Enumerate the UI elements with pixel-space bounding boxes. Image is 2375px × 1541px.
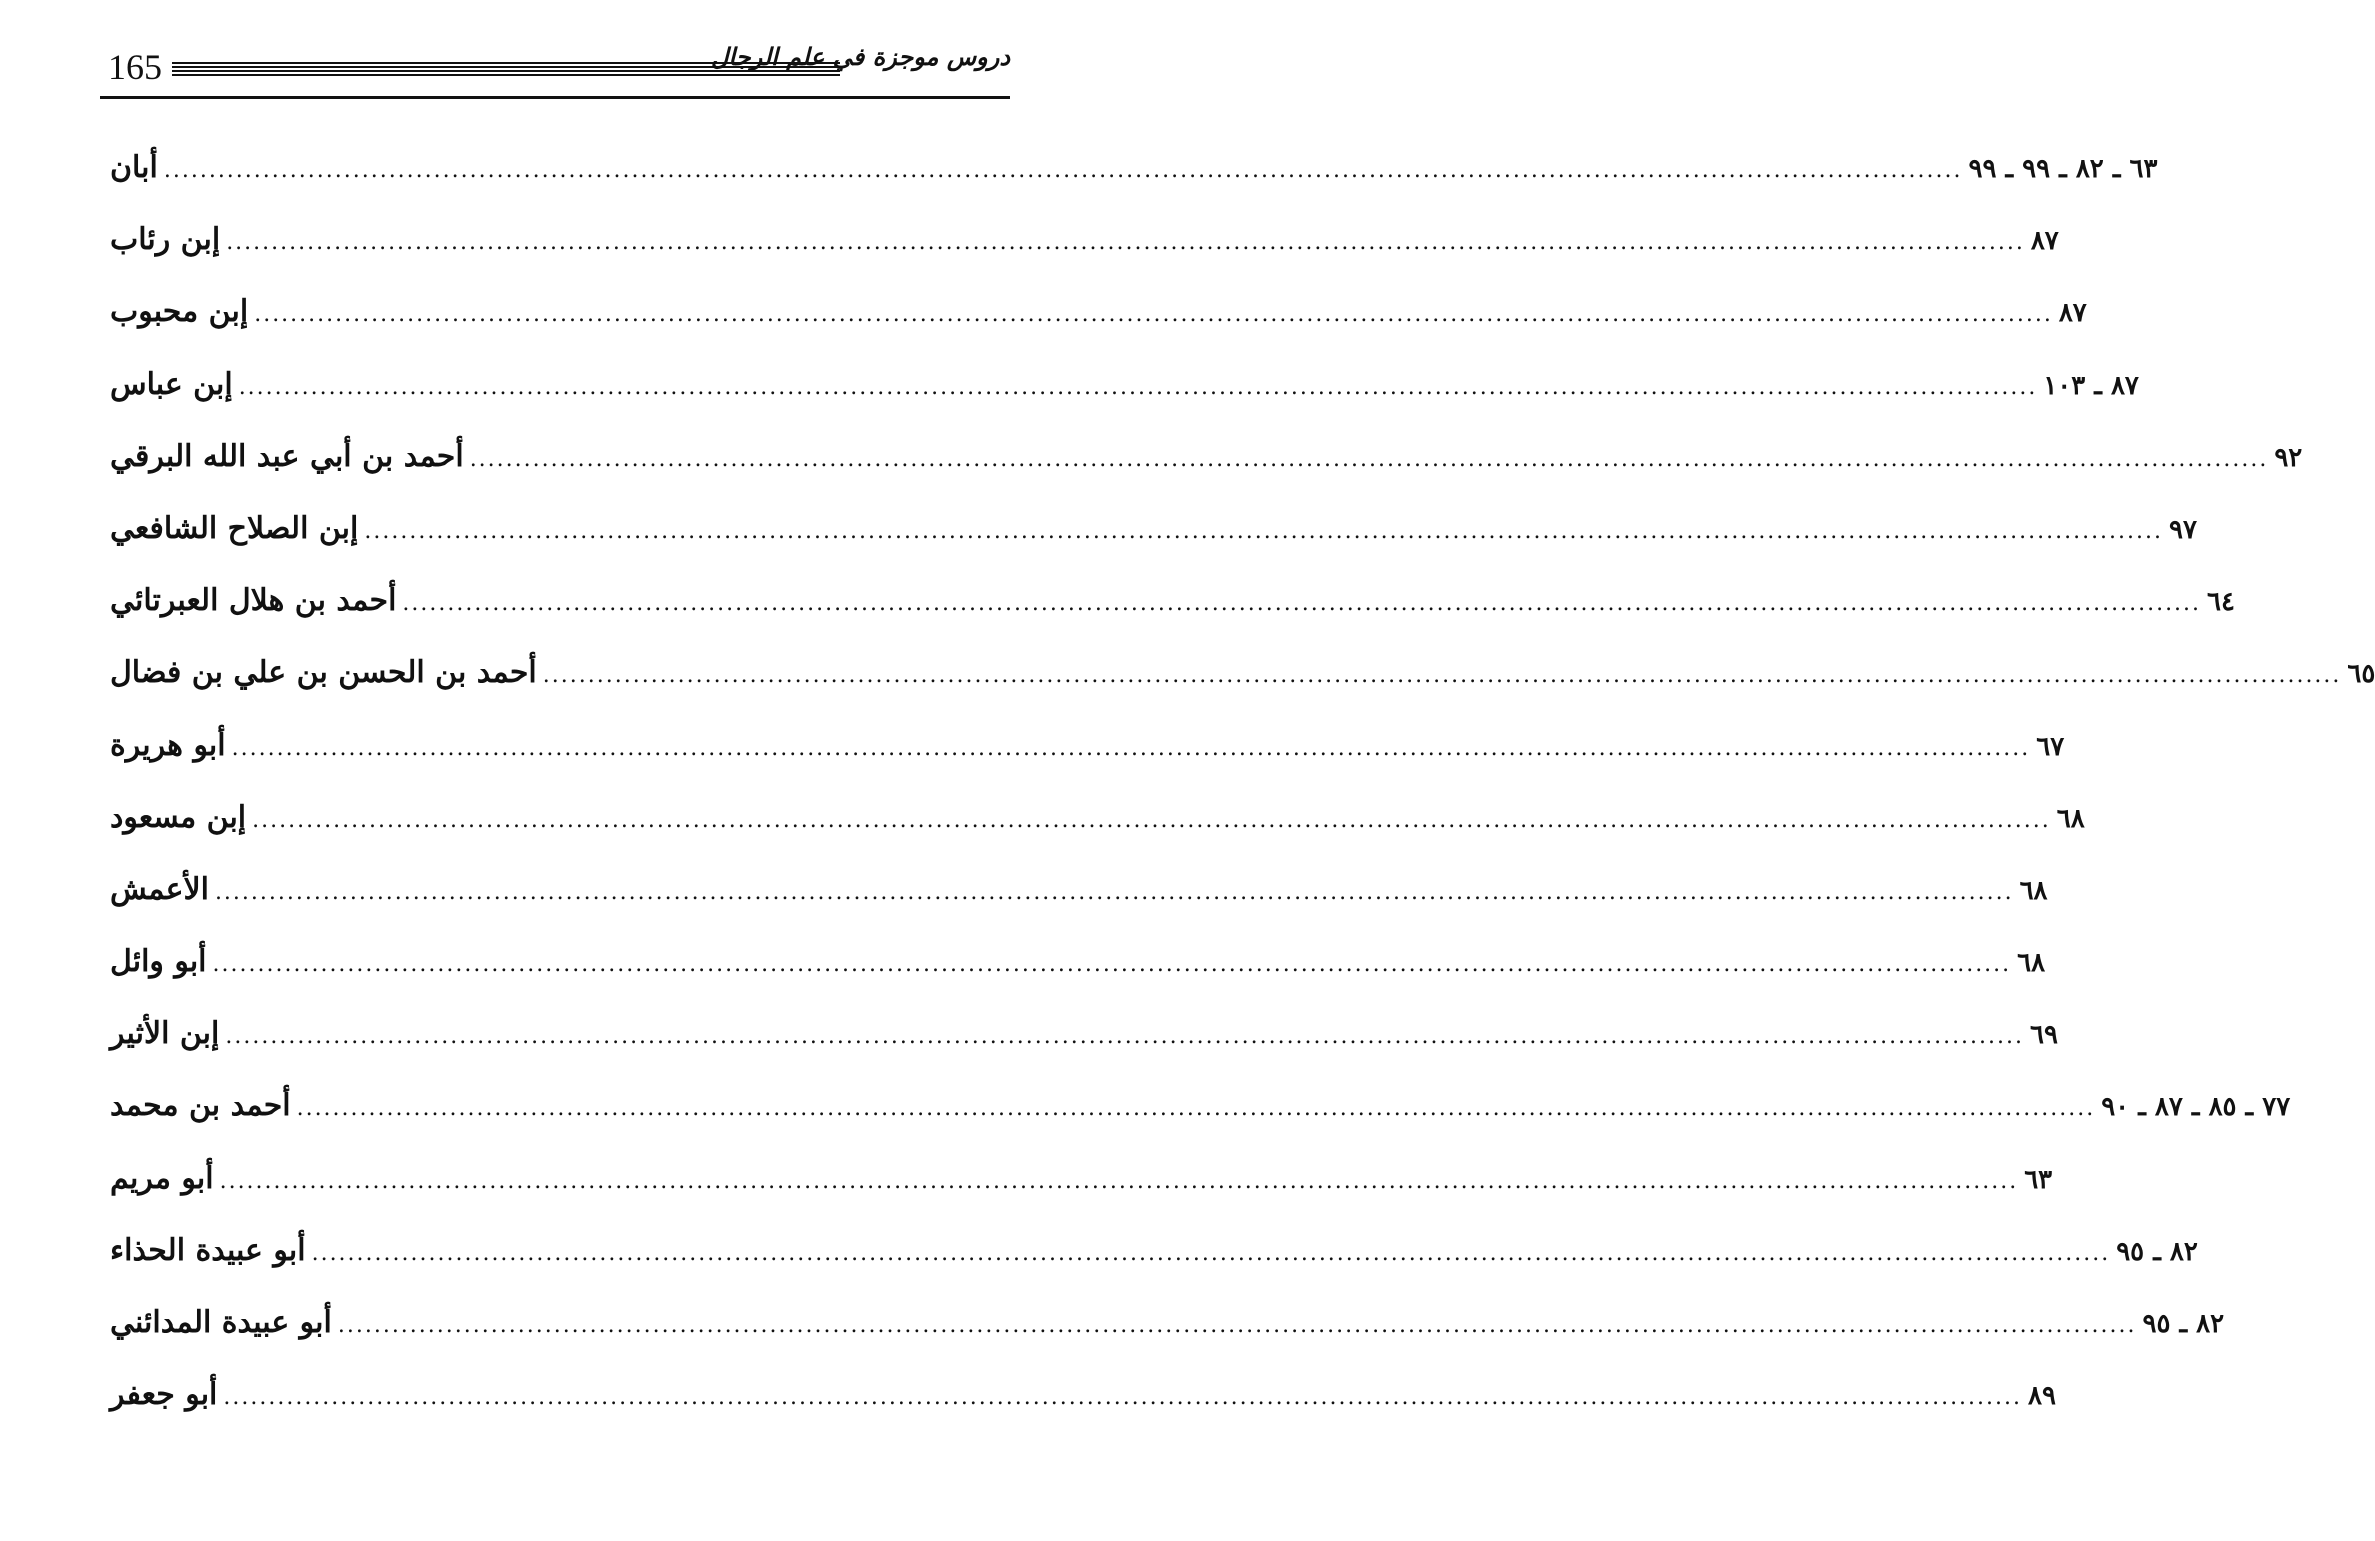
dot-leader: ........................................................................................................................................................................................................: [402, 591, 2202, 617]
index-entry: [110, 1088, 2291, 1160]
entry-pages: ٧٧ ـ ٨٥ ـ ٨٧ ـ ٩٠: [2101, 1092, 2291, 1123]
entry-pages: ٦٤: [2207, 587, 2235, 618]
index-entry: [110, 799, 2085, 872]
page-header: [100, 40, 1010, 100]
entry-pages: ٨٧ ـ ١٠٣: [2043, 370, 2139, 401]
dot-leader: ........................................................................................................................................................................................................: [219, 1168, 2019, 1194]
dot-leader: ........................................................................................................................................................................................................: [252, 807, 2051, 833]
dot-leader: ........................................................................................................................................................................................................: [311, 1240, 2111, 1266]
index-entry: [110, 871, 2048, 944]
entry-name: إبن محبوب: [110, 294, 249, 330]
dot-leader: ........................................................................................................................................................................................................: [238, 374, 2038, 400]
entry-name: الأعمش: [110, 871, 209, 907]
dot-leader: ........................................................................................................................................................................................................: [226, 230, 2025, 256]
index-entry: [110, 727, 2065, 800]
index-entry: [110, 1232, 2198, 1305]
entry-name: أبان: [110, 150, 158, 185]
entry-name: أبو هريرة: [110, 727, 226, 763]
entry-pages: ٦٧: [2036, 731, 2065, 762]
entry-name: أحمد بن محمد: [110, 1088, 291, 1124]
index-entry: [110, 438, 2303, 511]
dot-leader: ........................................................................................................................................................................................................: [214, 879, 2014, 905]
entry-name: أبو عبيدة الحذاء: [110, 1232, 306, 1268]
entry-pages: ٦٨: [2019, 875, 2048, 906]
index-entry: [110, 1016, 2058, 1088]
index-entry: [110, 366, 2139, 439]
entry-name: أبو جعفر: [110, 1377, 218, 1413]
dot-leader: ........................................................................................................................................................................................................: [542, 663, 2342, 689]
entry-name: أحمد بن هلال العبرتائي: [110, 583, 397, 619]
index-entry: [110, 222, 2059, 294]
index-entry: [110, 1305, 2225, 1377]
dot-leader: ........................................................................................................................................................................................................: [225, 1024, 2025, 1050]
entry-pages: ٩٢: [2274, 442, 2303, 473]
entry-pages: ٦٥: [2347, 659, 2375, 690]
entry-name: إبن رئاب: [110, 222, 221, 258]
entry-pages: ٨٢ ـ ٩٥: [2142, 1309, 2225, 1339]
entry-name: إبن الصلاح الشافعي: [110, 510, 359, 546]
entry-name: أحمد بن أبي عبد الله البرقي: [110, 438, 464, 474]
entry-name: أحمد بن الحسن بن علي بن فضال: [110, 655, 537, 691]
entry-name: أبو عبيدة المدائني: [110, 1305, 332, 1340]
entry-pages: ٦٨: [2056, 803, 2085, 834]
dot-leader: ........................................................................................................................................................................................................: [163, 158, 1963, 183]
entry-name: إبن عباس: [110, 366, 233, 402]
entry-pages: ٩٧: [2169, 514, 2197, 545]
header-rule: [100, 96, 1010, 99]
index-entry: [110, 294, 2087, 366]
dot-leader: ........................................................................................................................................................................................................: [337, 1313, 2137, 1338]
entry-name: أبو مريم: [110, 1160, 214, 1196]
entry-pages: ٦٨: [2017, 948, 2046, 979]
entry-pages: ٦٣ ـ ٨٢ ـ ٩٩ ـ ٩٩: [1968, 154, 2158, 184]
index-entry: [110, 583, 2235, 655]
index-entry: [110, 1377, 2056, 1449]
dot-leader: ........................................................................................................................................................................................................: [296, 1096, 2096, 1122]
entry-name: إبن مسعود: [110, 799, 247, 835]
entry-name: أبو وائل: [110, 944, 207, 980]
index-entry: [110, 944, 2046, 1016]
dot-leader: ........................................................................................................................................................................................................: [364, 518, 2164, 544]
entry-pages: ٦٩: [2030, 1020, 2058, 1051]
entry-pages: ٨٩: [2028, 1381, 2056, 1412]
dot-leader: ........................................................................................................................................................................................................: [212, 952, 2012, 978]
page-number: 165: [108, 47, 162, 87]
index-entry: [110, 1160, 2053, 1233]
index-entry: [110, 510, 2197, 583]
entry-pages: ٨٧: [2030, 226, 2059, 257]
dot-leader: ........................................................................................................................................................................................................: [254, 302, 2053, 328]
running-title: دروس موجزة في علم الرجال: [710, 42, 1010, 71]
entry-pages: ٦٣: [2024, 1164, 2053, 1195]
entry-name: إبن الأثير: [110, 1016, 220, 1052]
index-entry: [110, 655, 2375, 727]
dot-leader: ........................................................................................................................................................................................................: [469, 446, 2269, 472]
index-entry: [110, 150, 2158, 222]
index-list: [110, 150, 2375, 1449]
dot-leader: ........................................................................................................................................................................................................: [231, 735, 2031, 761]
entry-pages: ٨٧: [2058, 298, 2087, 329]
entry-pages: ٨٢ ـ ٩٥: [2116, 1236, 2198, 1267]
dot-leader: ........................................................................................................................................................................................................: [223, 1385, 2023, 1411]
